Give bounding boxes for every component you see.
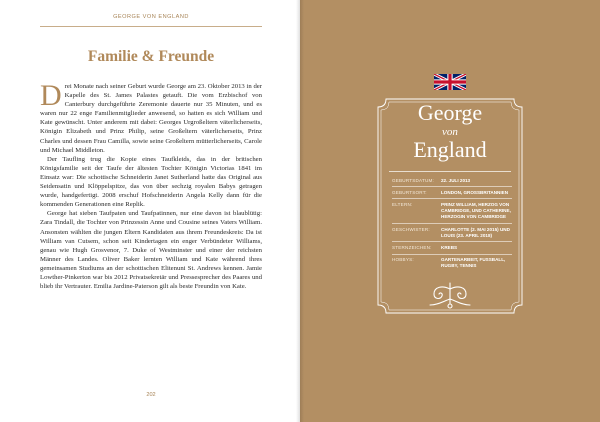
fact-value: GARTENARBEIT, FUSSBALL, RUGBY, TENNIS [441, 257, 506, 269]
fact-label: ELTERN: [392, 201, 413, 207]
fact-label: GEBURTSDATUM: [392, 177, 434, 183]
running-head-rule [40, 26, 262, 27]
paragraph-1 [40, 79, 262, 155]
paragraph-3: George hat sieben Taufpaten und Taufpatinnen, nur eine davon ist blaublütig: Zara Tindall, die Tochter von Prinzessin Anne und Cousine seines Vaters William. Ansonsten wählten die jungen Eltern Kandidaten aus ihrem Freundeskreis: Da ist William van Cutsem, schon seit Kindertagen ein enger Verbündeter Williams, genau wie Hugh Grosvenor, 7. Duke of Westminster und einer der reichsten Männer des Landes. Oliver Baker lernten William und Kate während ihres gemeinsamen Studiums an der schottischen Elitenuni St. Andrews kennen. Jamie Lowther-Pinkerton war bis 2012 Privatsekretär und Pressesprecher des Paares und blieb ihr Vertrauter. Emilia Jardine-Paterson gilt als beste Freundin von Kate. [40, 210, 262, 291]
fact-label: HOBBYS: [392, 257, 414, 263]
fact-label: GEBURTSORT: [392, 189, 427, 195]
fact-value: LONDON, GROSSBRITANNIEN [441, 189, 509, 195]
page-number: 202 [146, 392, 156, 398]
paragraph-1-text: rei Monate nach seiner Geburt wurde George am 23. Oktober 2013 in der Kapelle des St. James Palastes getauft. Die vom Erzbischof von Canterbury durchgeführte Zeremonie dauerte nur 35 Minuten, und es waren nur 22 enge Familienmitglieder anwesend, so hatten es sich William und Kate gewünscht. Unter anderem mit dabei: Georges Urgroßeltern väterlicherseits, Königin Elizabeth und Prinz Philip, seine Großeltern väterlicherseits, Prinz Charles und dessen Frau Camilla, sowie seine Großeltern mütterlicherseits, Carole und Michael Middleton. [40, 83, 262, 154]
name-line-england: England [413, 137, 487, 162]
name-line-von: von [442, 126, 458, 138]
card-title [380, 100, 520, 162]
fact-row [392, 242, 512, 254]
title-separator [389, 171, 511, 172]
fact-row [392, 175, 512, 187]
name-line-george: George [417, 100, 483, 125]
section-title: Familie & Freunde [87, 48, 215, 65]
fact-label: GESCHWISTER: [392, 226, 430, 232]
fact-value: KREBS [441, 244, 458, 250]
union-jack-flag-icon [434, 73, 466, 91]
facts-table [392, 175, 512, 272]
fact-row [392, 255, 512, 272]
fact-row [392, 224, 512, 242]
scroll-ornament-icon [422, 281, 478, 311]
fact-value: CHARLOTTE (2. MAI 2015) UND LOUIS (23. APRIL 2018) [441, 226, 510, 238]
body-text [40, 79, 262, 291]
gutter-shadow [296, 0, 304, 422]
fact-row [392, 199, 512, 224]
fact-label: STERNZEICHEN: [392, 244, 432, 250]
fact-value: 22. JULI 2013 [441, 177, 471, 183]
running-head: GEORGE VON ENGLAND [113, 14, 189, 20]
fact-row [392, 187, 512, 199]
paragraph-2: Der Taufling trug die Kopie eines Taufkleids, das in der britischen Königsfamilie seit der Taufe der ältesten Tochter Königin Victorias 1841 im Einsatz war: Die schottische Schneiderin Janet Sutherland hatte das Original aus Seidensatin und Klöppelspitze, das von über sechzig royalen Babys getragen wurde, handgefertigt. 2008 erschuf Hofschneiderin Angela Kelly dann für die kommenden Generationen eine Replik. [40, 155, 262, 209]
drop-cap: D [40, 79, 62, 112]
fact-value: PRINZ WILLIAM, HERZOG VON CAMBRIDGE, UND CATHERINE, HERZOGIN VON CAMBRIDGE [441, 201, 511, 220]
